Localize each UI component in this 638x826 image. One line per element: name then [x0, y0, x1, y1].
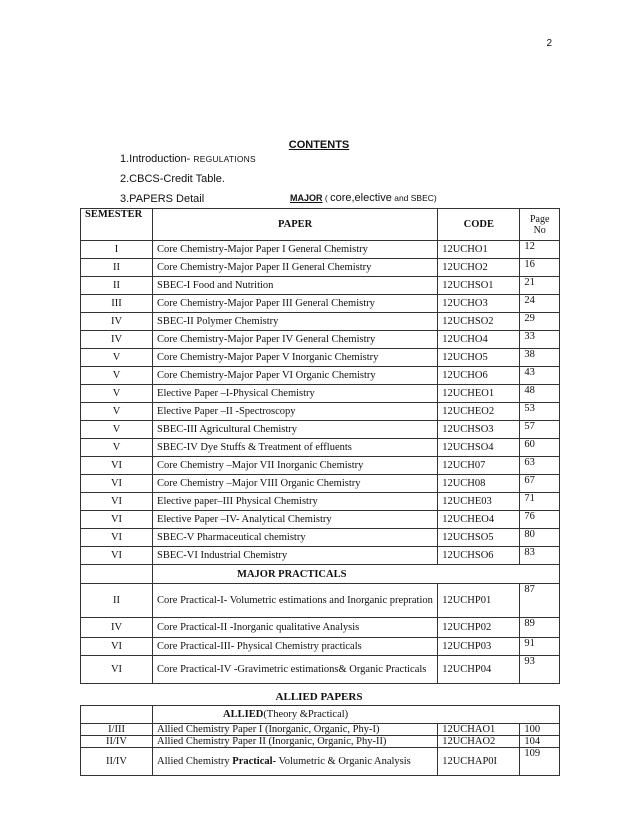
row-code: 12UCHO1 [438, 241, 520, 259]
row-paper: SBEC-I Food and Nutrition [153, 277, 438, 295]
table-row [81, 736, 560, 748]
row-semester: IV [81, 313, 153, 331]
header-semester: SEMESTER [81, 209, 153, 241]
row-paper: Core Practical-II -Inorganic qualitative Analysis [153, 618, 438, 638]
row-code: 12UCH07 [438, 457, 520, 475]
row-page: 104 [520, 736, 560, 748]
row-code: 12UCHAO1 [438, 724, 520, 736]
row-code: 12UCHAO2 [438, 736, 520, 748]
row-paper: Core Chemistry-Major Paper V Inorganic Chemistry [153, 349, 438, 367]
row-paper: Core Chemistry-Major Paper IV General Chemistry [153, 331, 438, 349]
row-paper-a: Allied Chemistry [157, 756, 233, 767]
row-paper: Core Practical-IV -Gravimetric estimations& Organic Practicals [153, 656, 438, 684]
row-paper [153, 748, 438, 776]
row-page: 87 [520, 584, 560, 618]
intro-line-2: 2.CBCS-Credit Table. [120, 173, 225, 185]
row-paper: SBEC-VI Industrial Chemistry [153, 547, 438, 565]
table-header-row [81, 209, 560, 241]
row-paper: Core Practical-III- Physical Chemistry practicals [153, 638, 438, 656]
practicals-heading: MAJOR PRACTICALS [153, 565, 560, 584]
table-row [81, 403, 560, 421]
table-row [81, 748, 560, 776]
intro-line-1 [120, 153, 256, 165]
row-code: 12UCHO5 [438, 349, 520, 367]
page-number: 2 [546, 38, 552, 49]
main-rows [81, 241, 560, 565]
row-semester: V [81, 421, 153, 439]
row-semester: VI [81, 457, 153, 475]
table-row [81, 529, 560, 547]
row-code: 12UCHO2 [438, 259, 520, 277]
allied-title: ALLIED PAPERS [275, 691, 363, 703]
row-page: 89 [520, 618, 560, 638]
table-row [81, 618, 560, 638]
table-row [81, 475, 560, 493]
header-code: CODE [438, 209, 520, 241]
row-paper: SBEC-V Pharmaceutical chemistry [153, 529, 438, 547]
practical-rows [81, 584, 560, 684]
intro-1-text: 1.Introduction- [120, 153, 191, 165]
row-code: 12UCHE03 [438, 493, 520, 511]
row-semester: VI [81, 493, 153, 511]
table-row [81, 457, 560, 475]
row-paper: Allied Chemistry Paper I (Inorganic, Organic, Phy-I) [153, 724, 438, 736]
row-page: 38 [520, 349, 560, 367]
row-paper: Core Practical-I- Volumetric estimations and Inorganic prepration [153, 584, 438, 618]
table-row [81, 656, 560, 684]
major-rest: and SBEC) [391, 193, 437, 203]
row-paper: Core Chemistry –Major VIII Organic Chemistry [153, 475, 438, 493]
table-row [81, 547, 560, 565]
allied-rows [81, 724, 560, 748]
allied-subheading-row [81, 706, 560, 724]
row-code: 12UCHSO6 [438, 547, 520, 565]
allied-sub-rest: (Theory &Practical) [263, 709, 349, 720]
row-page: 93 [520, 656, 560, 684]
intro-line-3: 3.PAPERS Detail [120, 193, 205, 205]
row-page: 71 [520, 493, 560, 511]
row-semester: I [81, 241, 153, 259]
row-semester: VI [81, 547, 153, 565]
table-row [81, 367, 560, 385]
row-semester: II/IV [81, 748, 153, 776]
header-page: Page No [520, 209, 560, 241]
row-page: 57 [520, 421, 560, 439]
row-page: 60 [520, 439, 560, 457]
row-semester: I/III [81, 724, 153, 736]
row-page: 12 [520, 241, 560, 259]
row-page: 83 [520, 547, 560, 565]
table-row [81, 313, 560, 331]
row-paper: Core Chemistry-Major Paper I General Chemistry [153, 241, 438, 259]
row-paper-b: Volumetric & Organic Analysis [276, 756, 411, 767]
row-code: 12UCH08 [438, 475, 520, 493]
row-semester: V [81, 385, 153, 403]
row-code: 12UCHP03 [438, 638, 520, 656]
row-semester: VI [81, 475, 153, 493]
row-semester: III [81, 295, 153, 313]
table-row [81, 724, 560, 736]
row-semester: IV [81, 331, 153, 349]
row-semester: V [81, 403, 153, 421]
allied-sub-bold: ALLIED [223, 709, 264, 720]
row-paper: Elective Paper –I-Physical Chemistry [153, 385, 438, 403]
row-paper: SBEC-II Polymer Chemistry [153, 313, 438, 331]
practicals-heading-row [81, 565, 560, 584]
row-page: 76 [520, 511, 560, 529]
table-row [81, 584, 560, 618]
table-row [81, 349, 560, 367]
row-paper-bold: Practical- [232, 756, 277, 767]
row-code: 12UCHO6 [438, 367, 520, 385]
row-page: 100 [520, 724, 560, 736]
row-paper: Core Chemistry-Major Paper VI Organic Chemistry [153, 367, 438, 385]
row-paper: Core Chemistry-Major Paper II General Chemistry [153, 259, 438, 277]
major-label: MAJOR [290, 193, 323, 203]
row-semester: V [81, 439, 153, 457]
row-code: 12UCHP02 [438, 618, 520, 638]
intro-1-caps: REGULATIONS [193, 154, 256, 164]
row-page: 67 [520, 475, 560, 493]
row-semester: VI [81, 511, 153, 529]
row-code: 12UCHEO2 [438, 403, 520, 421]
row-page: 33 [520, 331, 560, 349]
row-page: 91 [520, 638, 560, 656]
row-code: 12UCHSO3 [438, 421, 520, 439]
row-semester: VI [81, 638, 153, 656]
row-code: 12UCHSO1 [438, 277, 520, 295]
row-code: 12UCHAP0I [438, 748, 520, 776]
row-paper: SBEC-IV Dye Stuffs & Treatment of effluents [153, 439, 438, 457]
allied-blank [81, 706, 153, 724]
allied-table [80, 705, 560, 776]
table-row [81, 439, 560, 457]
row-page: 16 [520, 259, 560, 277]
row-page: 48 [520, 385, 560, 403]
table-row [81, 493, 560, 511]
major-core: core,elective [330, 192, 392, 204]
row-page: 109 [520, 748, 560, 776]
row-code: 12UCHSO5 [438, 529, 520, 547]
table-row [81, 511, 560, 529]
row-semester: V [81, 367, 153, 385]
table-row [81, 421, 560, 439]
row-page: 80 [520, 529, 560, 547]
row-semester: V [81, 349, 153, 367]
major-line [290, 192, 437, 204]
papers-table [80, 208, 560, 684]
contents-title: CONTENTS [288, 139, 350, 151]
row-code: 12UCHEO4 [438, 511, 520, 529]
row-code: 12UCHEO1 [438, 385, 520, 403]
table-row [81, 638, 560, 656]
row-paper: Core Chemistry-Major Paper III General Chemistry [153, 295, 438, 313]
row-semester: IV [81, 618, 153, 638]
row-code: 12UCHSO2 [438, 313, 520, 331]
row-semester: VI [81, 529, 153, 547]
row-page: 24 [520, 295, 560, 313]
row-paper: SBEC-III Agricultural Chemistry [153, 421, 438, 439]
row-code: 12UCHP01 [438, 584, 520, 618]
table-row [81, 259, 560, 277]
row-code: 12UCHSO4 [438, 439, 520, 457]
row-semester: VI [81, 656, 153, 684]
row-code: 12UCHO4 [438, 331, 520, 349]
row-code: 12UCHO3 [438, 295, 520, 313]
table-row [81, 277, 560, 295]
practicals-blank [81, 565, 153, 584]
row-semester: II [81, 584, 153, 618]
row-paper: Core Chemistry –Major VII Inorganic Chemistry [153, 457, 438, 475]
table-row [81, 295, 560, 313]
major-paren: ( [324, 193, 331, 203]
row-page: 29 [520, 313, 560, 331]
row-paper: Allied Chemistry Paper II (Inorganic, Organic, Phy-II) [153, 736, 438, 748]
table-row [81, 385, 560, 403]
row-semester: II [81, 277, 153, 295]
row-code: 12UCHP04 [438, 656, 520, 684]
row-paper: Elective Paper –II -Spectroscopy [153, 403, 438, 421]
row-page: 63 [520, 457, 560, 475]
row-page: 21 [520, 277, 560, 295]
row-page: 43 [520, 367, 560, 385]
row-semester: II [81, 259, 153, 277]
row-semester: II/IV [81, 736, 153, 748]
row-paper: Elective Paper –IV- Analytical Chemistry [153, 511, 438, 529]
table-row [81, 241, 560, 259]
allied-subheading [153, 706, 560, 724]
row-page: 53 [520, 403, 560, 421]
table-row [81, 331, 560, 349]
header-paper: PAPER [153, 209, 438, 241]
row-paper: Elective paper–III Physical Chemistry [153, 493, 438, 511]
